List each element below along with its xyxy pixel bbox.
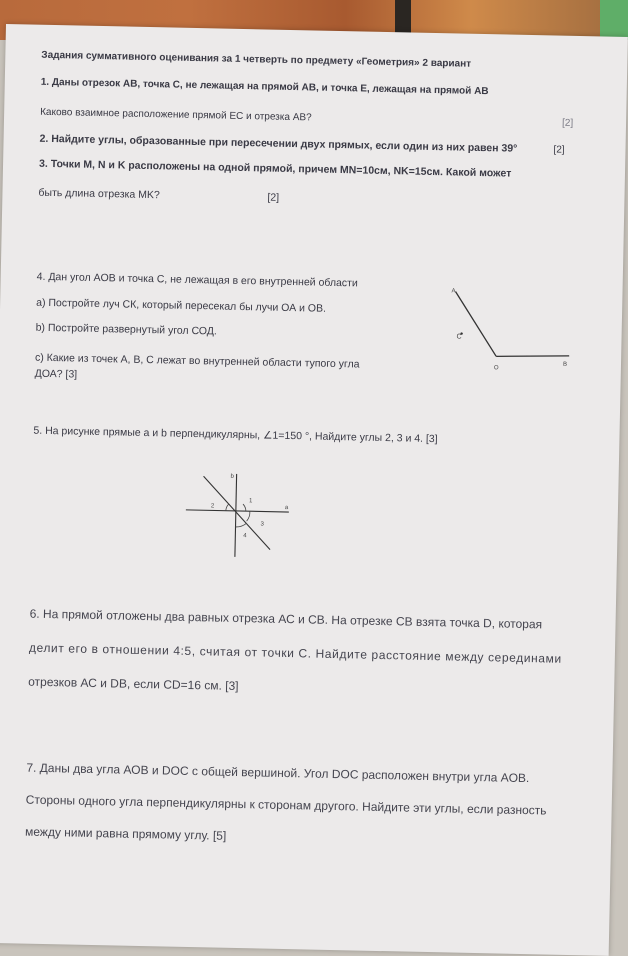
worksheet-header: Задания суммативного оценивания за 1 четверть по предмету «Геометрия» 2 вариант xyxy=(41,49,472,70)
question-4-part-c-line-2: ДОА? [3] xyxy=(34,367,78,381)
question-6-line-1: 6. На прямой отложены два равных отрезка АС и СВ. На отрезке СВ взята точка D, которая xyxy=(29,606,543,632)
question-4-part-b: b) Постройте развернутый угол СОД. xyxy=(35,321,217,338)
worksheet-page xyxy=(0,24,628,956)
label-a: A xyxy=(451,288,456,295)
question-4-part-a: a) Постройте луч СК, который пересекал бы лучи ОА и ОВ. xyxy=(36,296,327,315)
perpendicular-lines-figure xyxy=(180,468,297,560)
question-1-line-1: 1. Даны отрезок АВ, точка С, не лежащая на прямой АВ, и точка Е, лежащая на прямой АВ xyxy=(40,76,489,98)
line-a xyxy=(186,510,289,512)
question-4-part-c-line-1: c) Какие из точек A, B, C лежат во внутренней области тупого угла xyxy=(34,351,360,371)
label-c: C xyxy=(456,333,462,341)
angle-arc-4 xyxy=(236,523,247,527)
question-2-score: [2] xyxy=(553,144,565,156)
label-line-a: a xyxy=(284,504,289,512)
question-6-line-3: отрезков АС и DB, если CD=16 см. [3] xyxy=(28,674,239,694)
question-1-score: [2] xyxy=(561,117,574,129)
question-4-line-1: 4. Дан угол AOB и точка С, не лежащая в его внутренней области xyxy=(36,270,358,290)
line-b xyxy=(235,474,237,557)
ray-ob xyxy=(496,354,569,358)
question-7-line-1: 7. Даны два угла АОВ и DOC с общей вершиной. Угол DOC расположен внутри угла AOB. xyxy=(26,760,530,786)
question-3-score: [2] xyxy=(267,191,280,204)
question-7-line-3: между ними равна прямому углу. [5] xyxy=(24,824,227,843)
angle-arc-2 xyxy=(226,504,229,511)
question-3-line-1: 3. Точки M, N и K расположены на одной прямой, причем MN=10см, NK=15см. Какой может xyxy=(38,157,512,180)
question-5-line-1: 5. На рисунке прямые a и b перпендикулярны, ∠1=150 °, Найдите углы 2, 3 и 4. [3] xyxy=(33,424,438,446)
label-angle-1: 1 xyxy=(248,498,253,505)
ray-oa xyxy=(454,291,497,356)
angle-arc-1 xyxy=(243,504,246,511)
label-angle-3: 3 xyxy=(260,521,264,528)
label-o: O xyxy=(493,365,499,372)
question-2-line-1: 2. Найдите углы, образованные при пересечении двух прямых, если один из них равен 39° xyxy=(39,132,518,155)
angle-aob-figure xyxy=(439,283,591,386)
background-object-green xyxy=(600,0,628,40)
label-b: B xyxy=(562,361,568,368)
question-6-line-2: делит его в отношении 4:5, считая от точки С. Найдите расстояние между серединами xyxy=(28,640,562,666)
question-7-line-2: Стороны одного угла перпендикулярны к сторонам другого. Найдите эти углы, если разность xyxy=(25,792,547,818)
question-3-line-2: быть длина отрезка MK? xyxy=(38,186,160,202)
question-1-line-2: Каково взаимное расположение прямой ЕС и отрезка АВ? xyxy=(40,106,312,124)
angle-arc-3 xyxy=(247,511,250,521)
label-angle-4: 4 xyxy=(243,533,247,540)
label-line-b: b xyxy=(230,473,234,480)
label-angle-2: 2 xyxy=(210,503,215,510)
